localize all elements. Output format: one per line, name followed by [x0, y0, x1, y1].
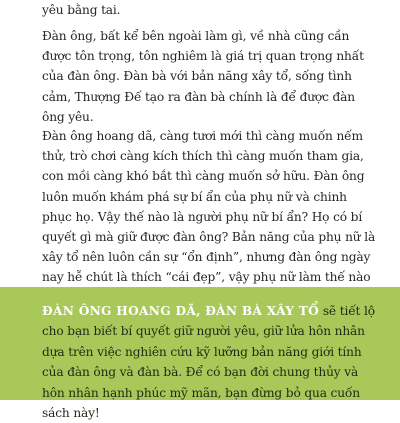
book-description: sẽ tiết lộ cho bạn biết bí quyết giữ người yêu, giữ lửa hôn nhân dựa trên việc nghiên cứu kỹ lưỡng bản năng giới tính của đàn ông và đàn bà. Để có bạn đời chung thủy và hôn nhân hạnh phúc mỹ mãn, bạn đừng bỏ qua cuốn sách này!: [42, 304, 375, 421]
paragraph-wild-men: Đàn ông hoang dã, càng tươi mới thì càng muốn nếm thử, trò chơi càng kích thích thì càng muốn tham gia, con mồi càng khó bắt thì càng muốn sở hữu. Đàn ông luôn muốn khám phá sự bí ẩn của phụ nữ và chinh phục họ. Vậy thế nào là người phụ nữ bí ẩn? Họ có bí quyết gì mà giữ được đàn ông? Bản năng của phụ nữ là xây tổ nên luôn cần sự “ổn định”, nhưng đàn ông ngày nay hễ chút là thích “cái đẹp”, vậy phụ nữ làm thế nào: [42, 129, 376, 285]
paragraph-intro-tail: yêu bằng tai.: [42, 3, 121, 17]
book-title: ĐÀN ÔNG HOANG DÃ, ĐÀN BÀ XÂY TỔ: [42, 304, 320, 318]
paragraph-respect: Đàn ông, bất kể bên ngoài làm gì, về nhà cũng cần được tôn trọng, tôn nghiêm là giá trị quan trọng nhất của đàn ông. Đàn bà với bản năng xây tổ, sống tình cảm, Thượng Đế tạo ra đàn bà chính là để được đàn ông yêu.: [42, 29, 364, 124]
highlight-box: [0, 287, 400, 421]
highlight-text: [42, 301, 378, 423]
